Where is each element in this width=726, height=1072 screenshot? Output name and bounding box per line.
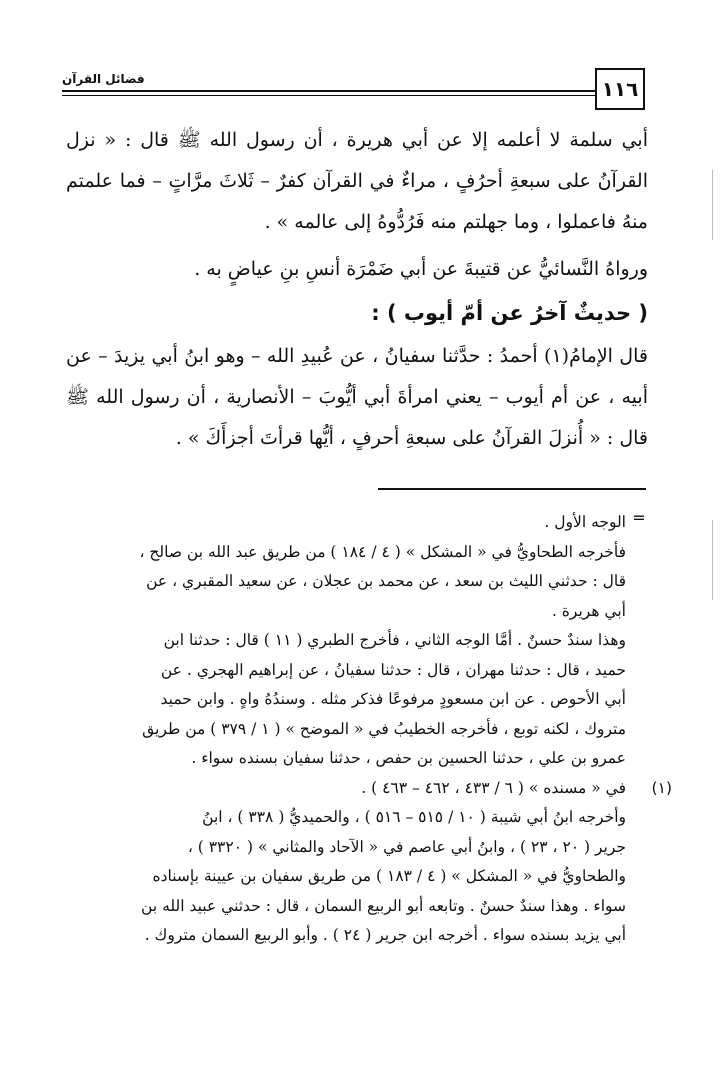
margin-mark <box>712 170 713 240</box>
footnote-line: متروك ، لكنه توبع ، فأخرجه الخطيبُ في « الموضح » ( ١ / ٣٧٩ ) من طريق <box>142 719 626 738</box>
section-heading: ( حديثٌ آخرُ عن أمّ أيوب ) : <box>371 301 648 325</box>
footnote-separator <box>378 488 646 490</box>
footnote-line: أبي الأحوص . عن ابن مسعودٍ مرفوعًا فذكر مثله . وسندُهُ واهٍ . وابن حميد <box>160 690 626 708</box>
header-rule-thin <box>62 95 595 96</box>
footnote-line: وهذا سندٌ حسنٌ . أمَّا الوجه الثاني ، فأخرج الطبري ( ١١ ) قال : حدثنا ابن <box>163 631 626 649</box>
continuation-marker: = <box>632 508 646 527</box>
footnote-line: فأخرجه الطحاويُّ في « المشكل » ( ٤ / ١٨٤ ) من طريق عبد الله بن صالح ، <box>139 542 626 561</box>
narration-paragraph: ورواهُ النَّسائيُّ عن قتيبةَ عن أبي ضَمْرَة أنسِ بنِ عياضٍ به . <box>194 258 648 280</box>
footnote-line: سواء . وهذا سندٌ حسنٌ . وتابعه أبو الربيع السمان ، قال : حدثني عبيد الله بن <box>141 896 626 915</box>
footnote-number: (١) <box>651 778 672 797</box>
margin-mark <box>712 520 713 600</box>
footnote-line: في « مسنده » ( ٦ / ٤٣٣ ، ٤٦٢ – ٤٦٣ ) . <box>361 778 626 797</box>
header-rule <box>62 90 595 92</box>
footnote-line: أبي يزيد بسنده سواء . أخرجه ابن جرير ( ٢٤ ) . وأبو الربيع السمان متروك . <box>144 926 626 944</box>
footnote-line: الوجه الأول . <box>544 513 626 531</box>
running-title: فضائل القرآن <box>62 72 145 86</box>
hadith-paragraph: أبي سلمة لا أعلمه إلا عن أبي هريرة ، أن رسول الله ﷺ قال : « نزل القرآنُ على سبعةِ أحرُفٍ ، مراءٌ في القرآن كفرٌ – ثَلاثَ مرَّاتٍ – فما علمتم منهُ فاعملوا ، وما جهلتم منه فَرُدُّوهُ إلى عالمه » . <box>66 129 648 233</box>
footnote-1 <box>66 774 672 804</box>
main-text <box>66 120 648 459</box>
footnote-line: حميد ، قال : حدثنا مهران ، قال : حدثنا سفيانُ ، عن إبراهيم الهجري . عن <box>160 660 626 679</box>
footnote-line: والطحاويُّ في « المشكل » ( ٤ / ١٨٣ ) من طريق سفيان بن عيينة بإسناده <box>152 867 626 885</box>
footnote-line: عمرو بن علي ، حدثنا الحسين بن حفص ، حدثنا سفيان بسنده سواء . <box>191 749 626 767</box>
hadith-paragraph-2: قال الإمامُ(١) أحمدُ : حدَّثنا سفيانُ ، عن عُبيدِ الله – وهو ابنُ أبي يزيدَ – عن أبيه ، عن أم أيوب – يعني امرأةَ أبي أيُّوبَ – الأنصارية ، أن رسول الله ﷺ قال : « أُنزلَ القرآنُ على سبعةِ أحرفٍ ، أيُّها قرأتَ أجزأَكَ » . <box>66 345 648 449</box>
footnotes <box>66 508 672 951</box>
footnote-line: قال : حدثني الليث بن سعد ، عن محمد بن عجلان ، عن سعيد المقبري ، عن <box>146 572 626 590</box>
footnote-line: وأخرجه ابنُ أبي شيبة ( ١٠ / ٥١٥ – ٥١٦ ) ، والحميديُّ ( ٣٣٨ ) ، ابنُ <box>202 808 626 826</box>
page-number: ١١٦ <box>595 68 645 110</box>
footnote-line: أبي هريرة . <box>551 601 626 620</box>
footnote-line: جرير ( ٢٠ ، ٢٣ ) ، وابنُ أبي عاصم في « الآحاد والمثاني » ( ٣٣٢٠ ) ، <box>187 837 626 856</box>
